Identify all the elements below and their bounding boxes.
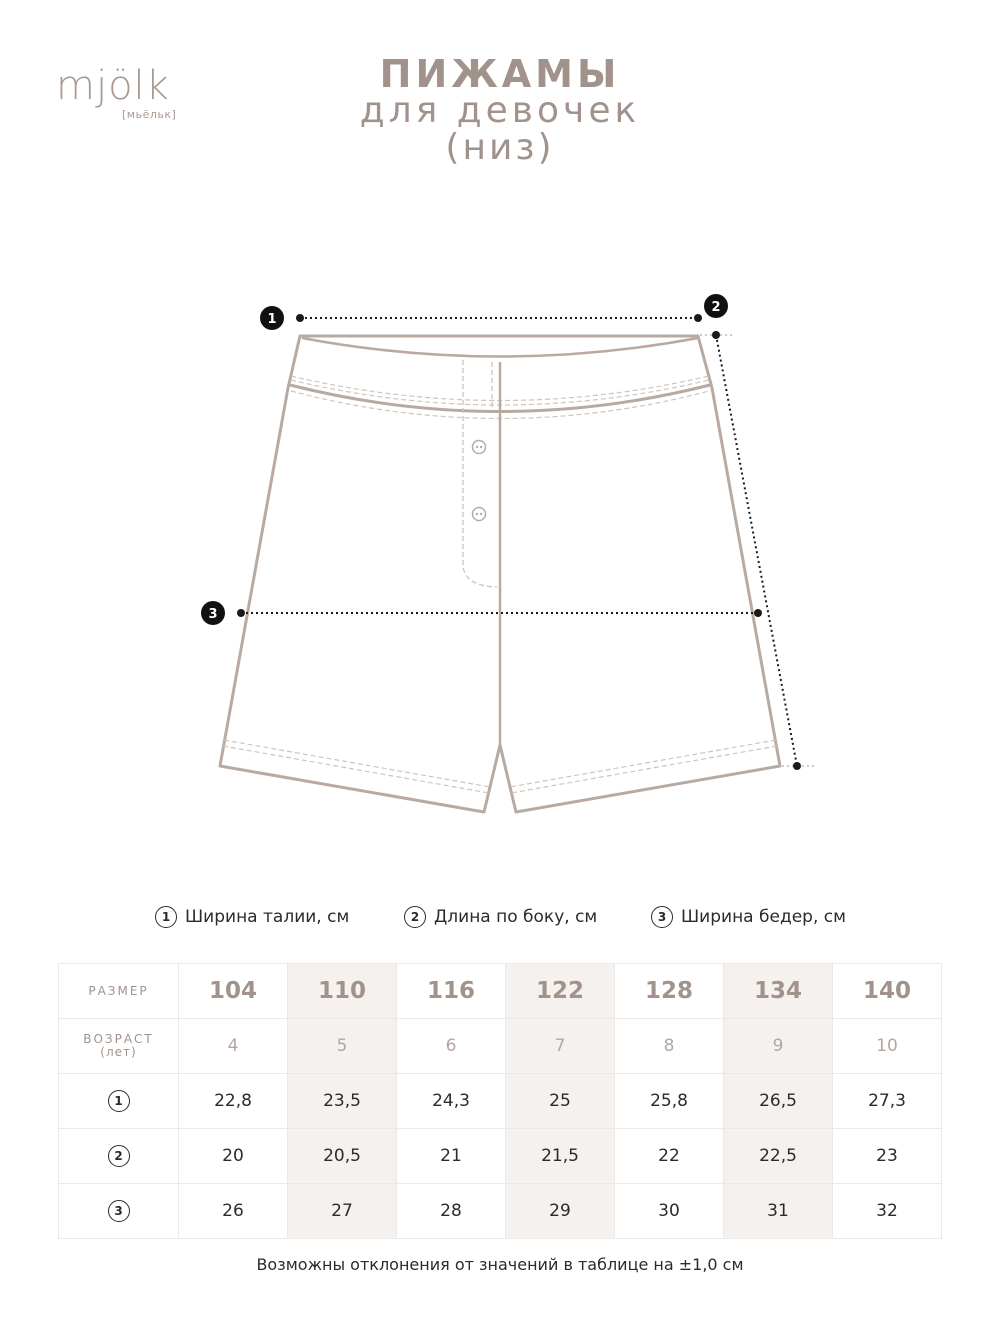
table-row-sizes xyxy=(59,964,942,1019)
svg-text:3: 3 xyxy=(208,607,218,622)
age-cell: 9 xyxy=(724,1019,833,1074)
page-title: ПИЖАМЫ xyxy=(379,52,621,96)
size-cell: 134 xyxy=(724,964,833,1019)
legend-label: Ширина бедер, см xyxy=(681,907,846,927)
age-cell: 4 xyxy=(179,1019,288,1074)
value-cell: 27 xyxy=(288,1184,397,1239)
value-cell: 23,5 xyxy=(288,1074,397,1129)
button-icon xyxy=(473,441,486,454)
value-cell: 24,3 xyxy=(397,1074,506,1129)
table-row-waist xyxy=(59,1074,942,1129)
age-cell: 10 xyxy=(833,1019,942,1074)
table-row-hips xyxy=(59,1184,942,1239)
age-sublabel: (лет) xyxy=(100,1045,137,1059)
value-cell: 29 xyxy=(506,1184,615,1239)
size-cell: 128 xyxy=(615,964,724,1019)
shorts-diagram xyxy=(0,280,1000,840)
value-cell: 25 xyxy=(506,1074,615,1129)
size-cell: 122 xyxy=(506,964,615,1019)
age-label: ВОЗРАСТ xyxy=(83,1032,154,1046)
page-subtitle-2: (низ) xyxy=(445,127,555,168)
value-cell: 20 xyxy=(179,1129,288,1184)
age-cell: 5 xyxy=(288,1019,397,1074)
size-cell: 110 xyxy=(288,964,397,1019)
size-cell: 104 xyxy=(179,964,288,1019)
tolerance-note: Возможны отклонения от значений в таблице на ±1,0 см xyxy=(256,1255,744,1274)
value-cell: 22,8 xyxy=(179,1074,288,1129)
logo-text: mjölk xyxy=(56,63,170,109)
value-cell: 21,5 xyxy=(506,1129,615,1184)
value-cell: 31 xyxy=(724,1184,833,1239)
svg-text:2: 2 xyxy=(711,300,721,315)
value-cell: 28 xyxy=(397,1184,506,1239)
row-header-3 xyxy=(59,1184,179,1239)
age-cell: 8 xyxy=(615,1019,724,1074)
row-header-1 xyxy=(59,1074,179,1129)
value-cell: 21 xyxy=(397,1129,506,1184)
value-cell: 26 xyxy=(179,1184,288,1239)
marker-3 xyxy=(201,601,225,625)
marker-2 xyxy=(704,294,728,318)
size-cell: 116 xyxy=(397,964,506,1019)
value-cell: 22,5 xyxy=(724,1129,833,1184)
age-cell: 7 xyxy=(506,1019,615,1074)
row-number: 2 xyxy=(108,1145,130,1167)
table-row-side-length xyxy=(59,1129,942,1184)
value-cell: 25,8 xyxy=(615,1074,724,1129)
value-cell: 20,5 xyxy=(288,1129,397,1184)
row-number: 1 xyxy=(108,1090,130,1112)
value-cell: 26,5 xyxy=(724,1074,833,1129)
legend-number: 1 xyxy=(155,906,177,928)
button-icon xyxy=(473,508,486,521)
age-cell: 6 xyxy=(397,1019,506,1074)
page-subtitle: для девочек xyxy=(359,90,641,131)
value-cell: 27,3 xyxy=(833,1074,942,1129)
size-table xyxy=(58,963,942,1239)
legend-label: Длина по боку, см xyxy=(434,907,598,927)
legend-label: Ширина талии, см xyxy=(185,907,350,927)
svg-text:1: 1 xyxy=(267,312,277,327)
legend-item-side-length xyxy=(404,906,597,928)
logo-subtext: [мьёльк] xyxy=(122,108,177,121)
row-header-2 xyxy=(59,1129,179,1184)
table-row-ages xyxy=(59,1019,942,1074)
value-cell: 22 xyxy=(615,1129,724,1184)
legend-number: 3 xyxy=(651,906,673,928)
marker-1 xyxy=(260,306,284,330)
row-header-age xyxy=(59,1019,179,1074)
value-cell: 23 xyxy=(833,1129,942,1184)
value-cell: 30 xyxy=(615,1184,724,1239)
legend-number: 2 xyxy=(404,906,426,928)
legend-item-waist xyxy=(155,906,349,928)
legend-item-hips xyxy=(651,906,846,928)
value-cell: 32 xyxy=(833,1184,942,1239)
size-cell: 140 xyxy=(833,964,942,1019)
row-number: 3 xyxy=(108,1200,130,1222)
row-header-size: РАЗМЕР xyxy=(59,964,179,1019)
